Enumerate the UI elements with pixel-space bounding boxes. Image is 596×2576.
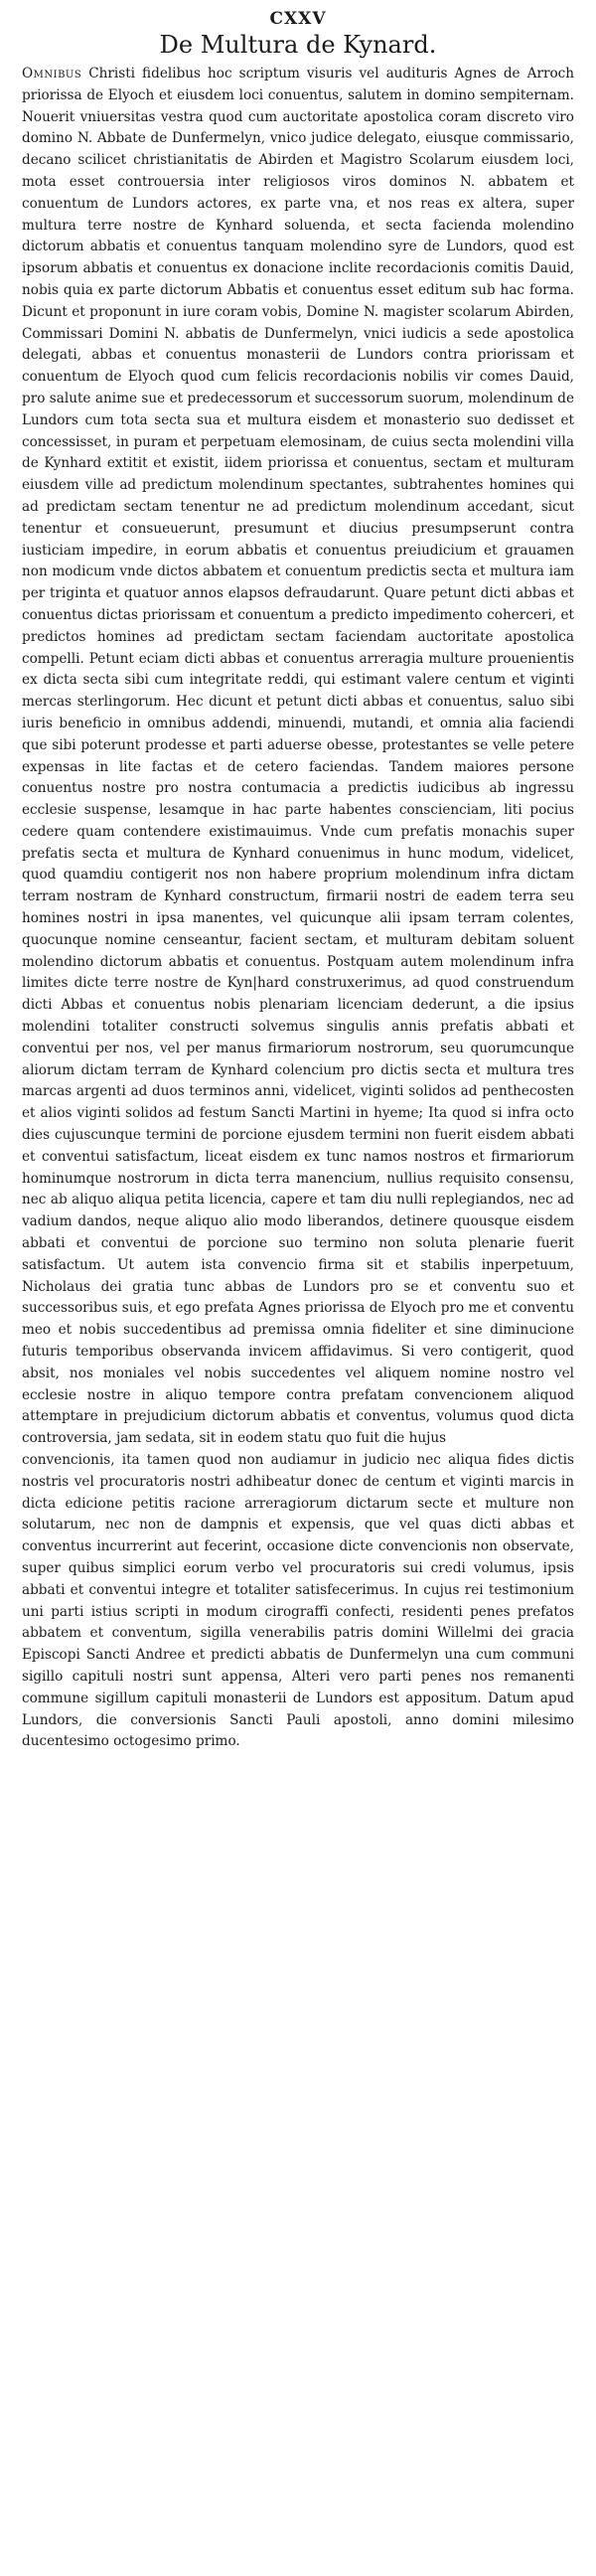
paragraph-text-2: convencionis, ita tamen quod non audiamur in judicio nec aliqua fides dictis nostris vel procuratoris nostri adhibeatur donec de centum et viginti marcis in dicta edicione petitis racione arreragiorum dictarum secte et multure non solutarum, nec non de dampnis et expensis, que vel quas dicti abbas et conventus incurrerint aut fecerint, occasione dicte convencionis non observate, super quibus simplici eorum verbo vel procuratoris sui credi volumus, ipsis abbati et conventui integre et totaliter satisfecerimus. In cujus rei testimonium uni parti istius scripti in modum cirograffi confecti, residenti penes prefatos abbatem et conventum, sigilla venerabilis patris domini Willelmi dei gracia Episcopi Sancti Andree et predicti abbatis de Dunfermelyn una cum communi sigillo capituli nostri sunt appensa, Alteri vero parti penes nos remanenti commune sigillum capituli monasterii de Lundors est appositum. Datum apud Lundors, die conversionis Sancti Pauli apostoli, anno domini milesimo ducentesimo octogesimo primo. (22, 1452, 574, 1750)
paragraph-text-1: Christi fidelibus hoc scriptum visuris vel audituris Agnes de Arroch priorissa de Elyoch et eiusdem loci conuentus, salutem in domino sempiternam. Nouerit vniuersitas vestra quod cum auctoritate apostolica coram discreto viro domino N. Abbate de Dunfermelyn, vnico judice delegato, eiusque commissario, decano scilicet christianitatis de Abirden et Magistro Scolarum eiusdem loci, mota esset controuersia inter religiosos viros dominos N. abbatem et conuentum de Lundors actores, ex parte vna, et nos reas ex altera, super multura terre nostre de Kynhard soluenda, et secta facienda molendino dictorum abbatis et conuentus tanquam molendino syre de Lundors, quod est ipsorum abbatis et conuentus ex donacione inclite recordacionis comitis Dauid, nobis quia ex parte dictorum Abbatis et conuentus esset editum sub hac forma. Dicunt et proponunt in iure coram vobis, Domine N. magister scolarum Abirden, Commissari Domini N. abbatis de Dunfermelyn, vnici iudicis a sede apostolica delegati, abbas et conuentus monasterii de Lundors contra priorissam et conuentum de Elyoch quod cum felicis recordacionis nobilis vir comes Dauid, pro salute anime sue et predecessorum et successorum suorum, molendinum de Lundors cum tota secta sua et multura eisdem et monasterio suo dedisset et concessisset, in puram et perpetuam elemosinam, de cuius secta molendini villa de Kynhard extitit et existit, iidem priorissa et conuentus, sectam et multuram eiusdem ville ad predictum molendinum spectantes, subtrahentes homines qui ad predictam sectam tenentur ne ad predictum molendinum accedant, sicut tenentur et consueuerunt, presumunt et diucius presumpserunt contra iusticiam impedire, in eorum abbatis et conuentus preiudicium et grauamen non modicum vnde dictos abbatem et conuentum predictis secta et multura iam per triginta et quatuor annos elapsos defraudarunt. Quare petunt dicti abbas et conuentus dictas priorissam et conuentum a predicto impedimento coherceri, et predictos homines ad predictam sectam faciendam auctoritate apostolica compelli. Petunt eciam dicti abbas et conuentus arreragia multure prouenientis ex dicta secta sibi cum integritate reddi, qui estimant valere centum et viginti mercas sterlingorum. Hec dicunt et petunt dicti abbas et conuentus, saluo sibi iuris beneficio in omnibus addendi, minuendi, mutandi, et omnia alia faciendi que sibi poterunt prodesse et parti aduerse obesse, protestantes se velle petere expensas in lite factas et de cetero faciendas. Tandem maiores persone conuentus nostre pro nostra contumacia a predictis iudicibus ab ingressu ecclesie suspense, lesamque in hac parte habentes conscienciam, liti pocius cedere quam contendere existimauimus. Vnde cum prefatis monachis super prefatis secta et multura de Kynhard conuenimus in hunc modum, videlicet, quod quamdiu contigerit nos non habere proprium molendinum infra dictam terram nostram de Kynhard constructum, firmarii nostri de eadem terra seu homines nostri in ipsa manentes, vel quicunque alii ipsam terram colentes, quocunque nomine censeantur, facient sectam, et multuram debitam soluent molendino dictorum abbatis et conuentus. Postquam autem molendinum infra limites dicte terre nostre de Kyn|hard construxerimus, ad quod construendum dicti Abbas et conuentus nobis plenariam licenciam dederunt, a die ipsius molendini totaliter constructi solvemus singulis annis prefatis abbati et conventui per nos, vel per manus firmariorum nostrorum, seu quorumcunque aliorum dictam terram de Kynhard colencium pro dictis secta et multura tres marcas argenti ad duos terminos anni, videlicet, viginti solidos ad penthecosten et alios viginti solidos ad festum Sancti Martini in hyeme; Ita quod si infra octo dies cujuscunque termini de porcione ejusdem termini non fuerit eisdem abbati et conventui satisfactum, liceat eisdem ex tunc namos nostros et firmariorum hominumque nostrorum in dicta terra manencium, nullius requisito consensu, nec ab aliquo aliqua petita licencia, capere et tam diu nulli replegiandos, nec ad vadium dandos, neque aliquo alio modo liberandos, detinere quousque eisdem abbati et conventui de porcione suo termino non soluta plenarie fuerit satisfactum. Ut autem ista convencio firma sit et stabilis inperpetuum, Nicholaus dei gratia tunc abbas de Lundors pro se et conventu suo et successoribus suis, et ego prefata Agnes priorissa de Elyoch pro me et conventu meo et nobis succedentibus ad premissa omnia fideliter et sine diminucione futuris temporibus observanda invicem affidavimus. Si vero contigerit, quod absit, nos moniales vel nobis succedentes vel aliquem nomine nostro vel ecclesie nostre in aliquo tempore contra prefatam convencionem aliquod attemptare in prejudicium dictorum abbatis et conventus, volumus quod dicta controversia, jam sedata, sit in eodem statu quo fuit die hujus (22, 66, 574, 1447)
charter-body (22, 64, 574, 1753)
charter-number: CXXV (269, 9, 327, 29)
charter-paragraph-1 (22, 64, 574, 1450)
opening-word: Omnibus (22, 66, 82, 81)
charter-paragraph-2 (22, 1450, 574, 1753)
charter-title: De Multura de Kynard. (159, 31, 437, 59)
